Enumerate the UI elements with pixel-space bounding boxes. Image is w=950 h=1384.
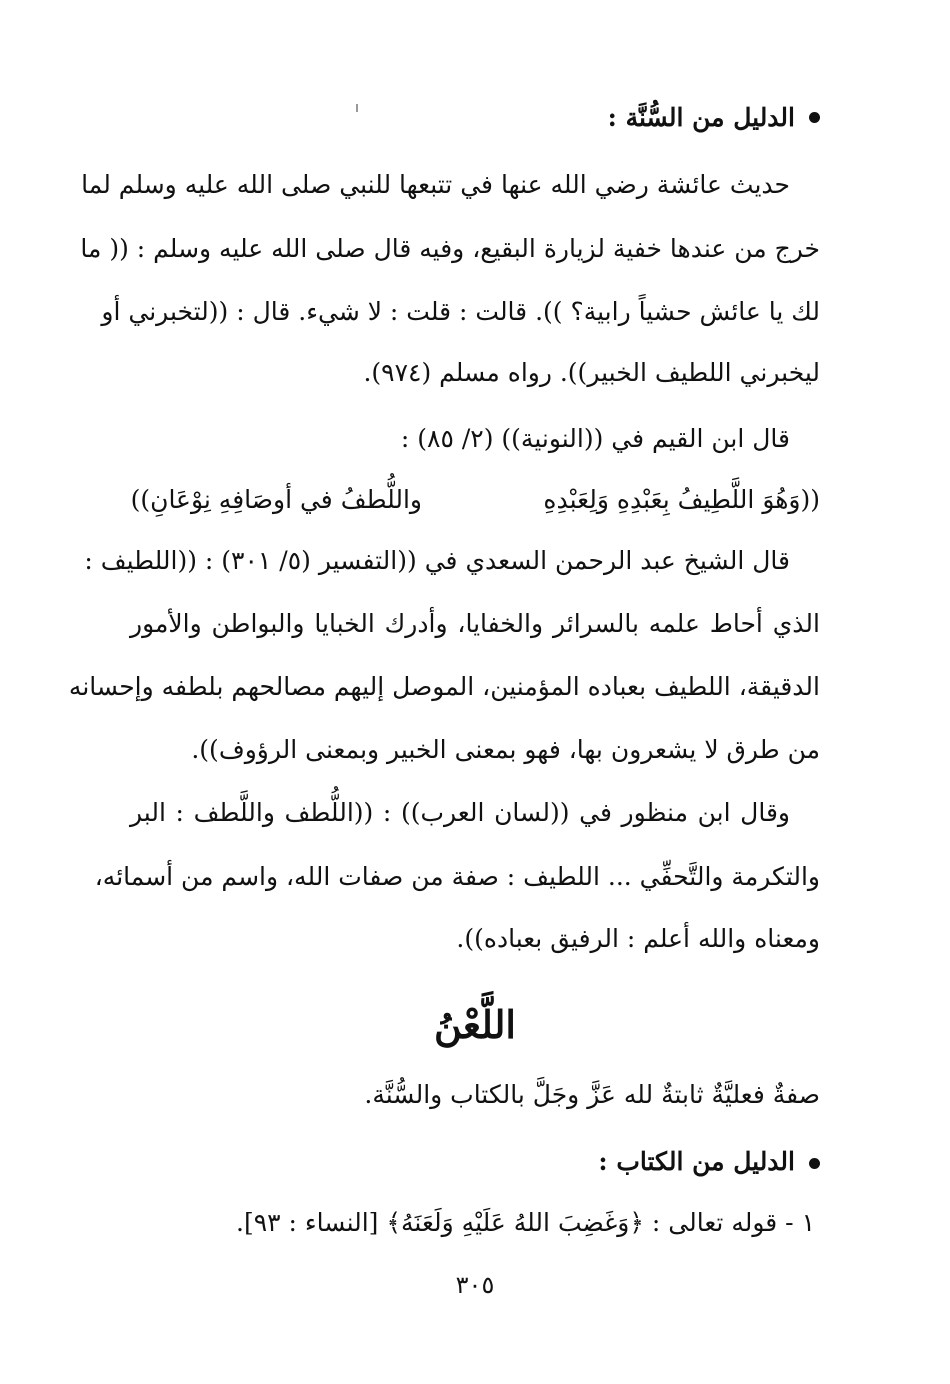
saadi-line-3: الدقيقة، اللطيف بعباده المؤمنين، الموصل إليهم مصالحهم بلطفه وإحسانه [68,672,820,701]
verse-hemistich-right: ((وَهُوَ اللَّطِيفُ بِعَبْدِهِ وَلِعَبْدِهِ [543,485,820,514]
saadi-line-1: قال الشيخ عبد الرحمن السعدي في ((التفسير (٥/ ٣٠١) : ((اللطيف : [84,546,790,575]
ibn-qayyim-intro: قال ابن القيم في ((النونية)) (٢/ ٨٥) : [400,424,790,453]
ibn-manzur-line-1: وقال ابن منظور في ((لسان العرب)) : ((اللُّطف واللَّطف : البر [130,798,790,827]
heading-sunnah: الدليل من السُّنَّة : [607,103,795,132]
saadi-line-4: من طرق لا يشعرون بها، فهو بمعنى الخبير وبمعنى الرؤوف)). [191,735,820,764]
hadith-line-1: حديث عائشة رضي الله عنها في تتبعها للنبي صلى الله عليه وسلم لما [81,170,790,199]
section-title: اللَّعْنُ [434,1002,516,1047]
heading-kitab: الدليل من الكتاب : [598,1147,795,1176]
ibn-manzur-line-3: ومعناه والله أعلم : الرفيق بعباده)). [456,924,820,953]
bullet-icon [809,1158,820,1169]
hadith-line-3: لك يا عائش حشياً رابية؟ )). قالت : قلت : لا شيء. قال : ((لتخبرني أو [101,297,820,326]
page-number: ٣٠٥ [455,1271,495,1299]
hadith-line-2: خرج من عندها خفية لزيارة البقيع، وفيه قال صلى الله عليه وسلم : (( ما [80,234,820,263]
hadith-line-4: ليخبرني اللطيف الخبير)). رواه مسلم (٩٧٤). [363,358,820,387]
evidence-1: ١ - قوله تعالى : ﴿وَغَضِبَ اللهُ عَلَيْهِ وَلَعَنَهُ﴾ [النساء : ٩٣]. [236,1208,815,1237]
verse-hemistich-left: واللُّطفُ في أوصَافِهِ نِوْعَانِ)) [130,485,422,514]
saadi-line-2: الذي أحاط علمه بالسرائر والخفايا، وأدرك الخبايا والبواطن والأمور [130,609,820,638]
section-intro: صفةٌ فعليَّةٌ ثابتةٌ لله عَزَّ وجَلَّ بالكتاب والسُّنَّة. [364,1080,820,1109]
bullet-icon [809,112,820,123]
ibn-manzur-line-2: والتكرمة والتَّحفِّي ... اللطيف : صفة من صفات الله، واسم من أسمائه، [94,862,820,891]
